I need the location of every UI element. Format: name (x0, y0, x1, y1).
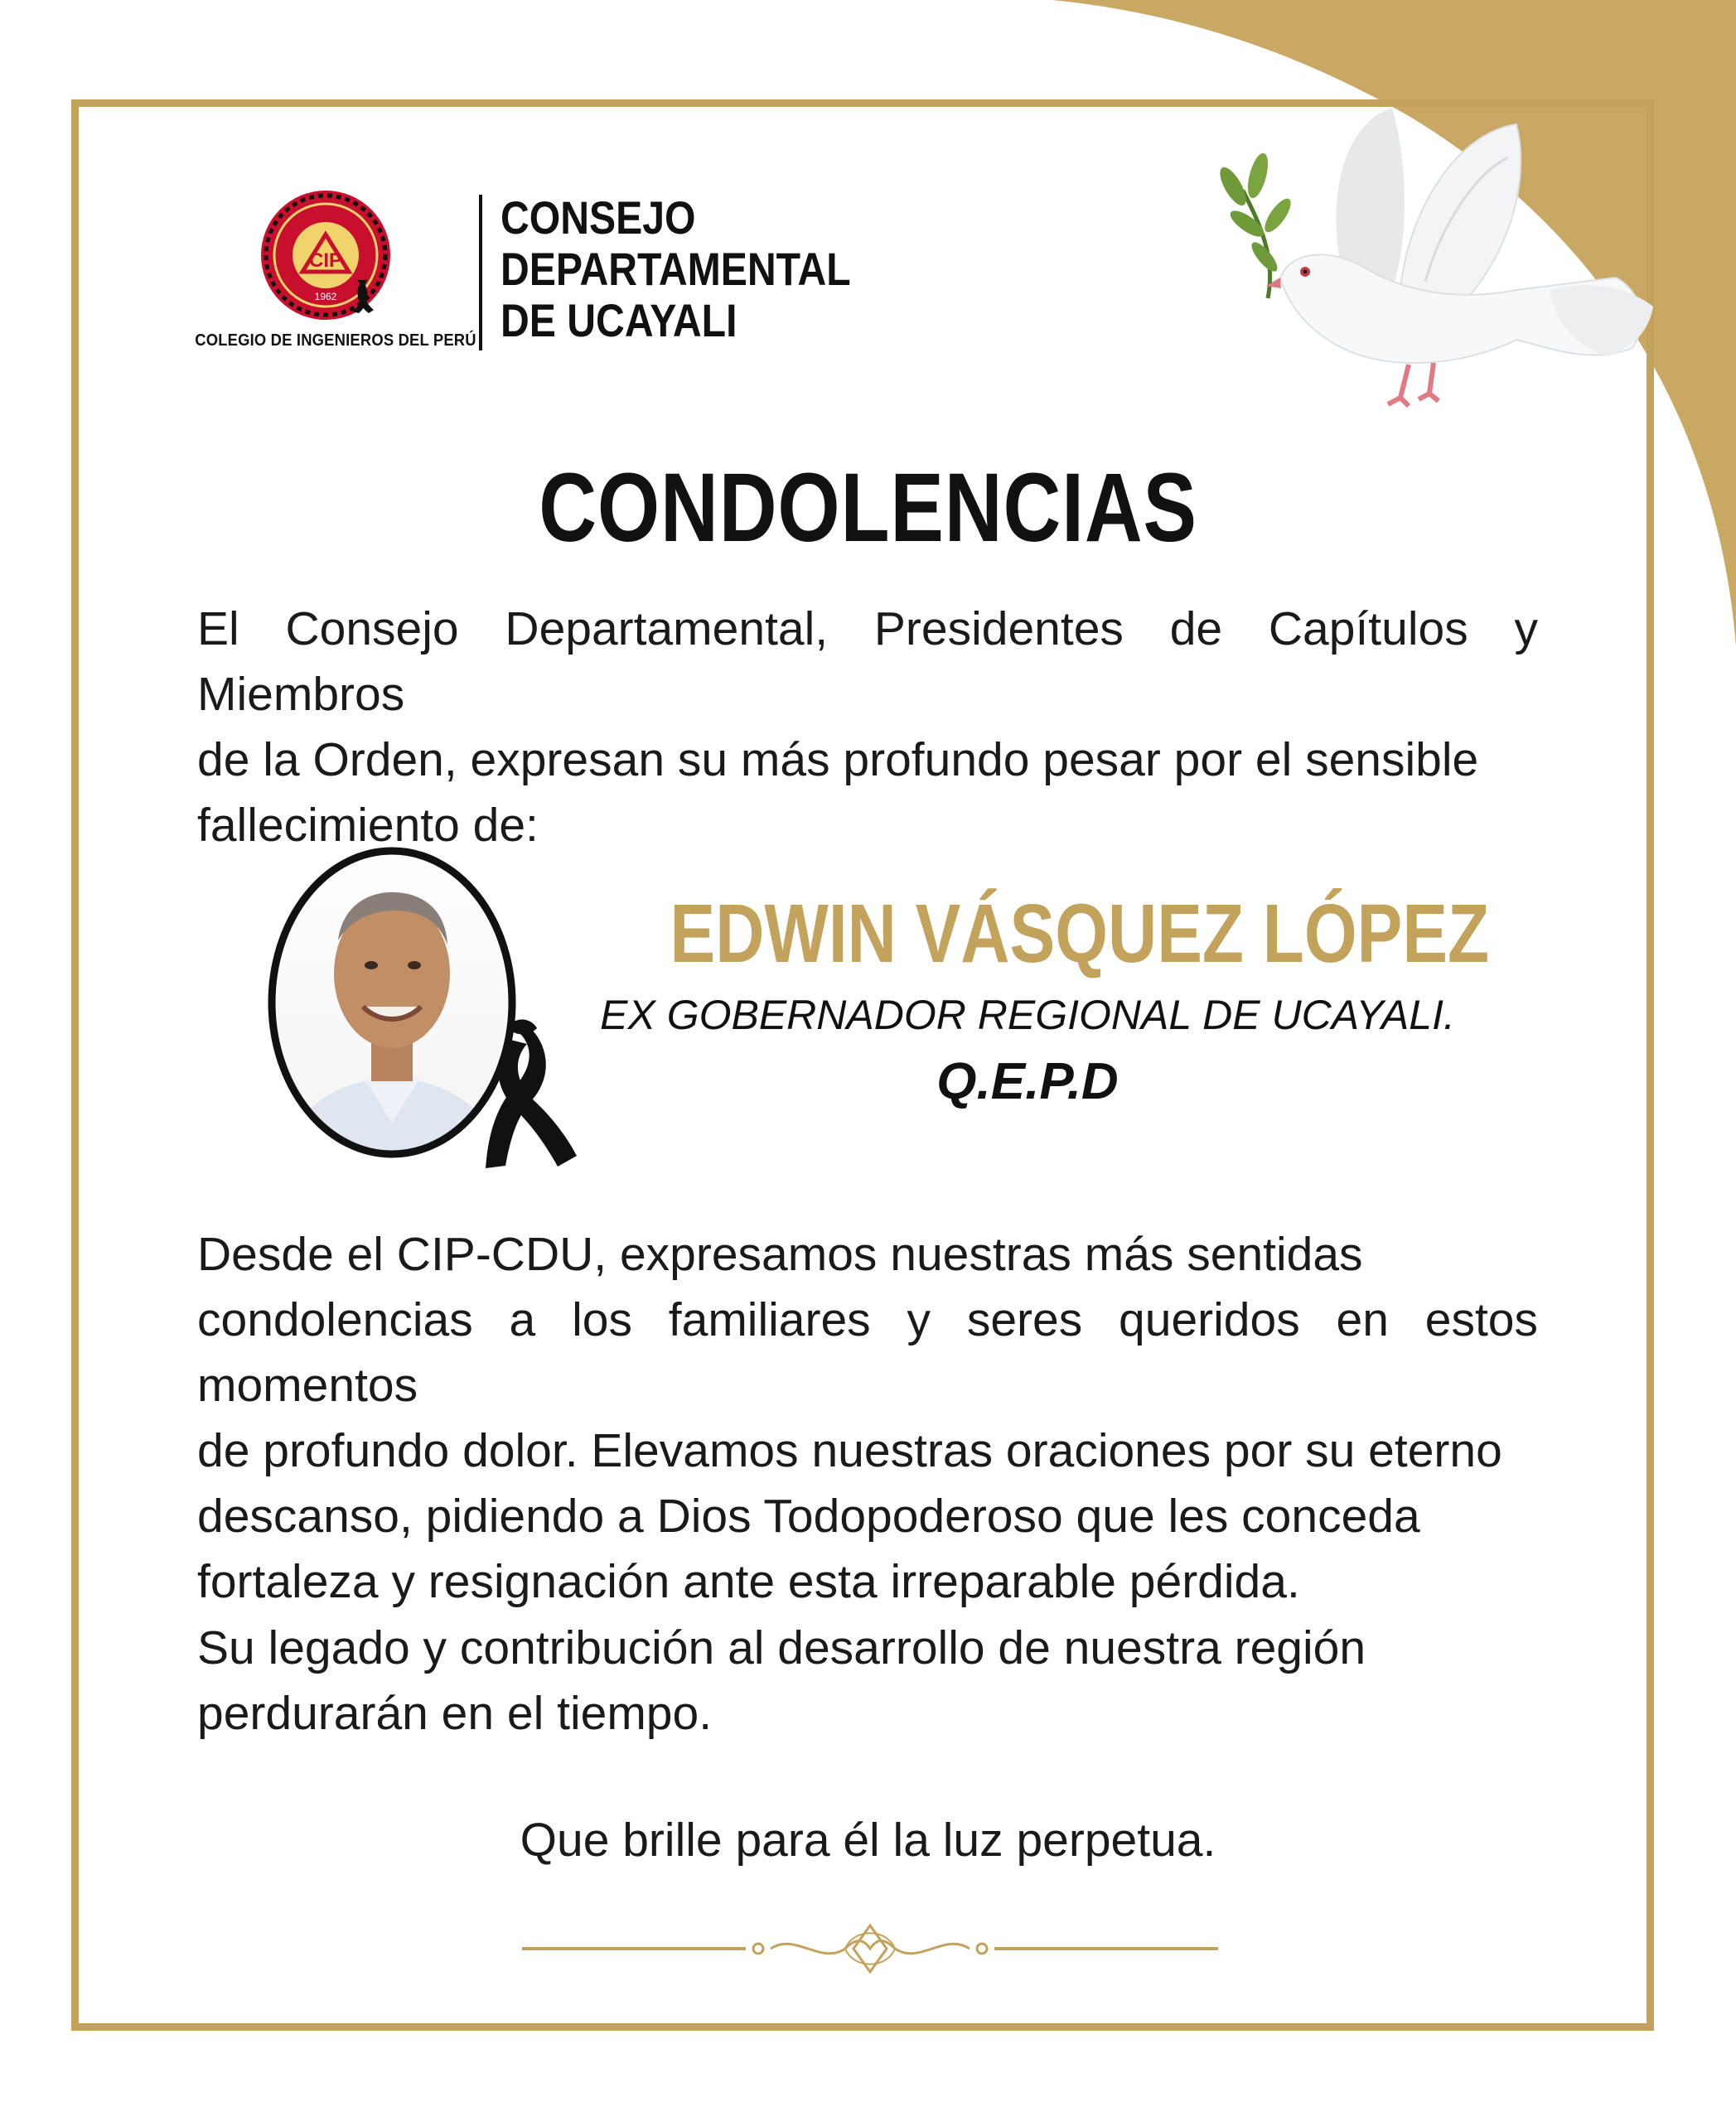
dove-with-olive-branch-icon (1202, 99, 1666, 439)
seal-year: 1962 (314, 291, 337, 302)
title-text: CONDOLENCIAS (539, 453, 1197, 563)
message-line: de profundo dolor. Elevamos nuestras oraciones por su eterno (197, 1424, 1502, 1477)
page-title (0, 452, 1736, 564)
message-line: condolencias a los familiares y seres queridos en estos momentos (197, 1293, 1538, 1412)
org-name: COLEGIO DE INGENIEROS DEL PERÚ (195, 331, 476, 350)
legacy-line: perdurarán en el tiempo. (197, 1687, 713, 1740)
deceased-name-text: EDWIN VÁSQUEZ LÓPEZ (670, 887, 1490, 980)
logo-divider (479, 195, 482, 350)
message-line: Desde el CIP-CDU, expresamos nuestras más sentidas (197, 1228, 1363, 1281)
message-paragraph (197, 1222, 1538, 1615)
council-line-1: CONSEJO (500, 191, 696, 244)
legacy-paragraph (197, 1616, 1538, 1747)
deceased-role: EX GOBERNADOR REGIONAL DE UCAYALI. (600, 992, 1455, 1038)
memorial-portrait (264, 841, 578, 1172)
intro-line: El Consejo Departamental, Presidentes de Capítulos y Miembros (197, 602, 1538, 721)
rip-abbreviation: Q.E.P.D (936, 1053, 1119, 1110)
message-line: fortaleza y resignación ante esta irreparable pérdida. (197, 1555, 1300, 1608)
deceased-name (580, 887, 1490, 982)
cip-seal-icon (259, 189, 392, 321)
seal-monogram: CIP (308, 249, 343, 272)
ornamental-divider-icon (522, 1916, 1218, 1982)
council-line-3: DE UCAYALI (500, 294, 737, 346)
message-line: descanso, pidiendo a Dios Todopoderoso que les conceda (197, 1490, 1420, 1543)
legacy-line: Su legado y contribución al desarrollo de nuestra región (197, 1621, 1366, 1674)
closing-line: Que brille para él la luz perpetua. (520, 1814, 1216, 1867)
intro-paragraph (197, 597, 1538, 858)
intro-line: fallecimiento de: (197, 799, 539, 852)
intro-line: de la Orden, expresan su más profundo pesar por el sensible (197, 733, 1479, 786)
council-line-2: DEPARTAMENTAL (500, 243, 851, 295)
council-name (500, 192, 851, 346)
